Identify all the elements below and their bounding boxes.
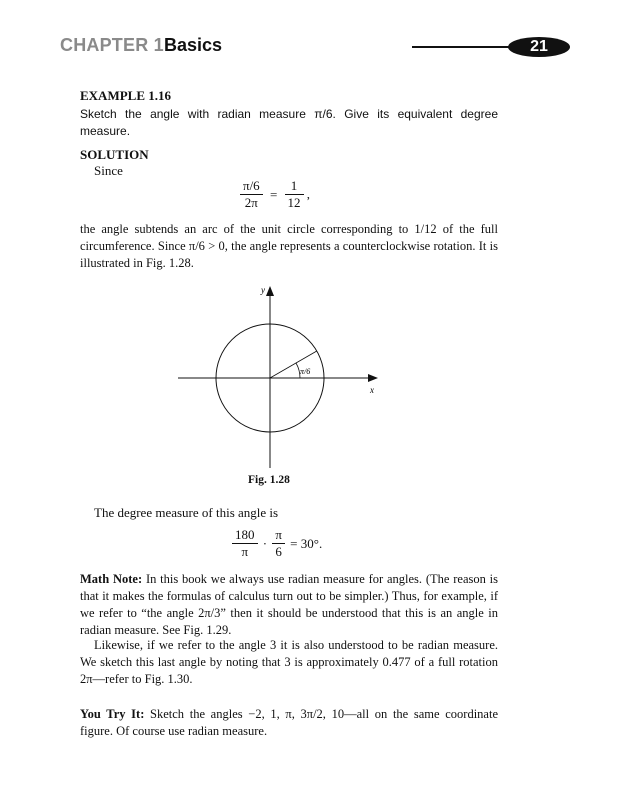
chapter-title: Basics — [164, 35, 223, 55]
since-text: Since — [94, 163, 123, 178]
fraction-180: 180 — [232, 527, 258, 544]
x-axis-arrow — [368, 374, 378, 382]
example-heading: EXAMPLE 1.16 — [80, 88, 171, 103]
fraction-180-over-pi — [232, 527, 258, 560]
fraction-pi-over-6 — [272, 527, 285, 560]
solution-heading: SOLUTION — [80, 147, 149, 162]
math-note-text: In this book we always use radian measure for angles. (The reason is that it makes the formulas of calculus turn out to be simpler.) Thus, for example, if we refer to “the angle 2π/3” then it should be understood that this is an angle in radian measure. See Fig. 1.29. — [80, 572, 499, 637]
chapter-label: CHAPTER 1 — [60, 35, 164, 55]
fraction-rhs-num: 1 — [285, 178, 304, 195]
figure-caption: Fig. 1.28 — [248, 474, 290, 486]
y-axis-label: y — [261, 285, 265, 295]
degree-intro: The degree measure of this angle is — [94, 505, 279, 520]
fraction-lhs-num: π/6 — [240, 178, 263, 195]
math-note-lead: Math Note: — [80, 572, 143, 586]
x-axis-label: x — [370, 385, 374, 395]
solution-paragraph: the angle subtends an arc of the unit circle corresponding to 1/12 of the full circumference. Since π/6 > 0, the angle represents a counterclockwise rotation. It is illustrated in Fig. 1.28. — [80, 222, 498, 270]
equation-comma: , — [306, 186, 311, 202]
dot-operator: · — [262, 535, 268, 551]
angle-label: π/6 — [300, 367, 311, 376]
likewise-paragraph: Likewise, if we refer to the angle 3 it is also understood to be radian measure. We sketch this last angle by noting that 3 is approximately 0.477 of a full rotation 2π—refer to Fig. 1.30. — [80, 638, 498, 686]
you-try-it-lead: You Try It: — [80, 707, 145, 721]
page-number: 21 — [508, 37, 570, 57]
you-try-it-paragraph — [80, 706, 498, 740]
equals-sign: = — [269, 186, 278, 202]
degree-result: = 30°. — [290, 535, 323, 551]
fraction-rhs-den: 12 — [287, 195, 301, 210]
fraction-pi-num: π — [272, 527, 285, 544]
fraction-pi: π — [241, 544, 249, 559]
fraction-6: 6 — [275, 544, 282, 559]
fraction-lhs-den: 2π — [244, 195, 258, 210]
example-text: Sketch the angle with radian measure π/6. Give its equivalent degree measure. — [80, 107, 498, 138]
y-axis-arrow — [266, 286, 274, 296]
equation-degree — [232, 527, 322, 560]
you-try-it-text: Sketch the angles −2, 1, π, 3π/2, 10—all on the same coordinate figure. Of course use radian measure. — [80, 707, 498, 738]
math-note-paragraph — [80, 571, 498, 639]
